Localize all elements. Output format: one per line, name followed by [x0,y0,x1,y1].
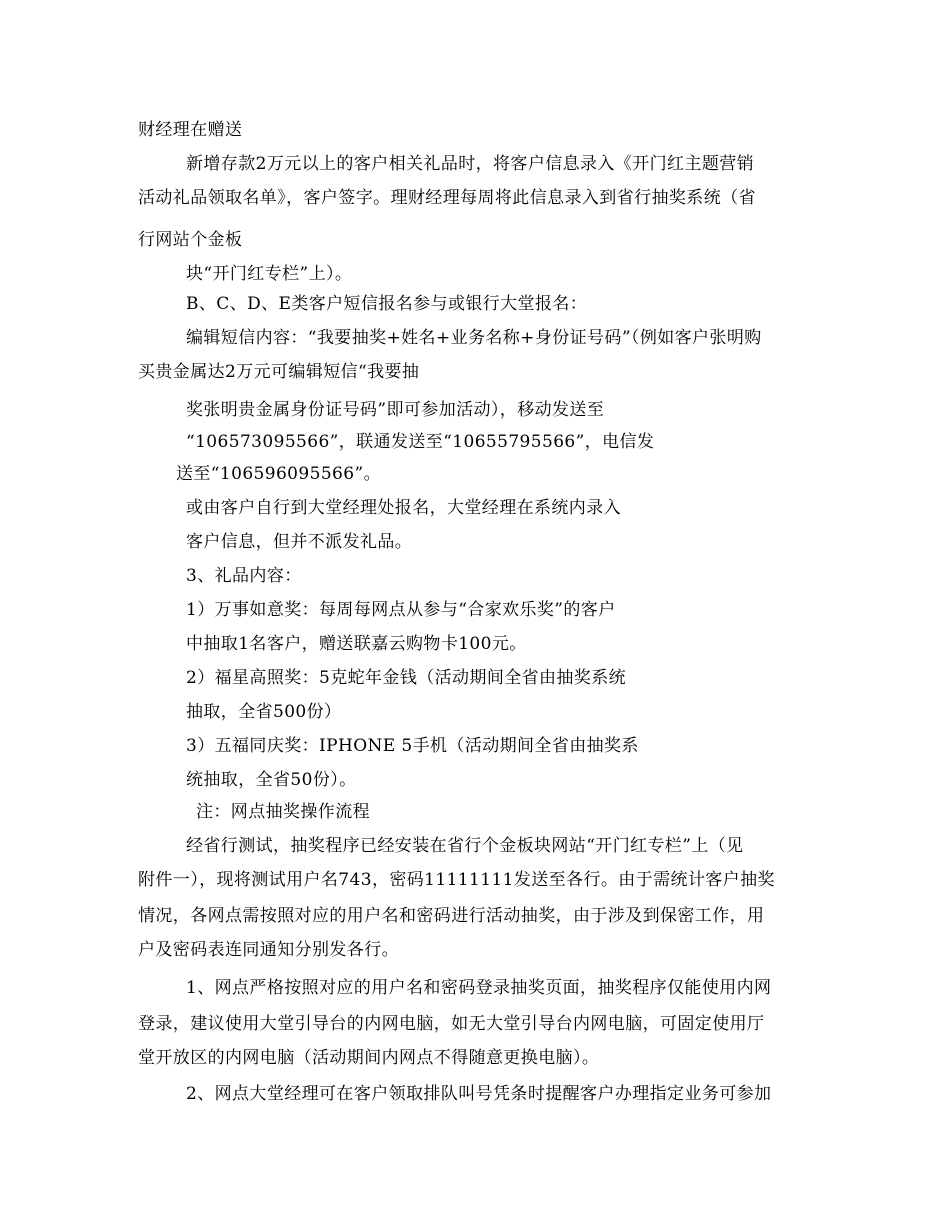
text-line: B、C、D、E类客户短信报名参与或银行大堂报名： [186,294,588,314]
text-line: 2）福星高照奖：5克蛇年金钱（活动期间全省由抽奖系统 [186,668,627,688]
text-line: 登录，建议使用大堂引导台的内网电脑，如无大堂引导台内网电脑，可固定使用厅 [138,1014,765,1034]
text-line: 注：网点抽奖操作流程 [196,802,370,822]
text-line: 中抽取1名客户，赠送联嘉云购物卡100元。 [186,634,527,654]
text-line: 奖张明贵金属身份证号码”即可参加活动），移动发送至 [186,400,605,420]
text-line: 新增存款2万元以上的客户相关礼品时，将客户信息录入《开门红主题营销 [186,154,755,174]
text-line: 2、网点大堂经理可在客户领取排队叫号凭条时提醒客户办理指定业务可参加 [186,1084,772,1104]
text-line: 经省行测试，抽奖程序已经安装在省行个金板块网站“开门红专栏”上（见 [186,836,744,856]
text-line: 户及密码表连同通知分别发各行。 [138,940,399,960]
text-line: 编辑短信内容：“我要抽奖+姓名+业务名称+身份证号码”（例如客户张明购 [186,328,762,348]
text-line: 情况，各网点需按照对应的用户名和密码进行活动抽奖，由于涉及到保密工作，用 [138,906,765,926]
text-line: 附件一），现将测试用户名743，密码11111111发送至各行。由于需统计客户抽奖 [138,870,775,890]
text-line: 块“开门红专栏”上）。 [186,264,353,284]
text-line: 买贵金属达2万元可编辑短信“我要抽 [138,362,420,382]
text-line: 行网站个金板 [138,230,243,250]
text-line: 送至“106596095566”。 [176,464,381,484]
text-line: 3）五福同庆奖：IPHONE 5手机（活动期间全省由抽奖系 [186,736,639,756]
text-line: 堂开放区的内网电脑（活动期间内网点不得随意更换电脑）。 [138,1048,600,1068]
text-line: 抽取，全省500份） [186,702,342,722]
text-line: 或由客户自行到大堂经理处报名，大堂经理在系统内录入 [186,498,621,518]
text-line: 1）万事如意奖：每周每网点从参与“合家欢乐奖”的客户 [186,600,616,620]
text-line: 统抽取，全省50份）。 [186,770,357,790]
text-line: 1、网点严格按照对应的用户名和密码登录抽奖页面，抽奖程序仅能使用内网 [186,978,772,998]
text-line: “106573095566”，联通发送至“10655795566”，电信发 [186,432,655,452]
text-line: 3、礼品内容： [186,566,302,586]
text-line: 财经理在赠送 [138,120,243,140]
text-line: 活动礼品领取名单》，客户签字。理财经理每周将此信息录入到省行抽奖系统（省 [138,188,756,208]
text-line: 客户信息，但并不派发礼品。 [186,532,413,552]
